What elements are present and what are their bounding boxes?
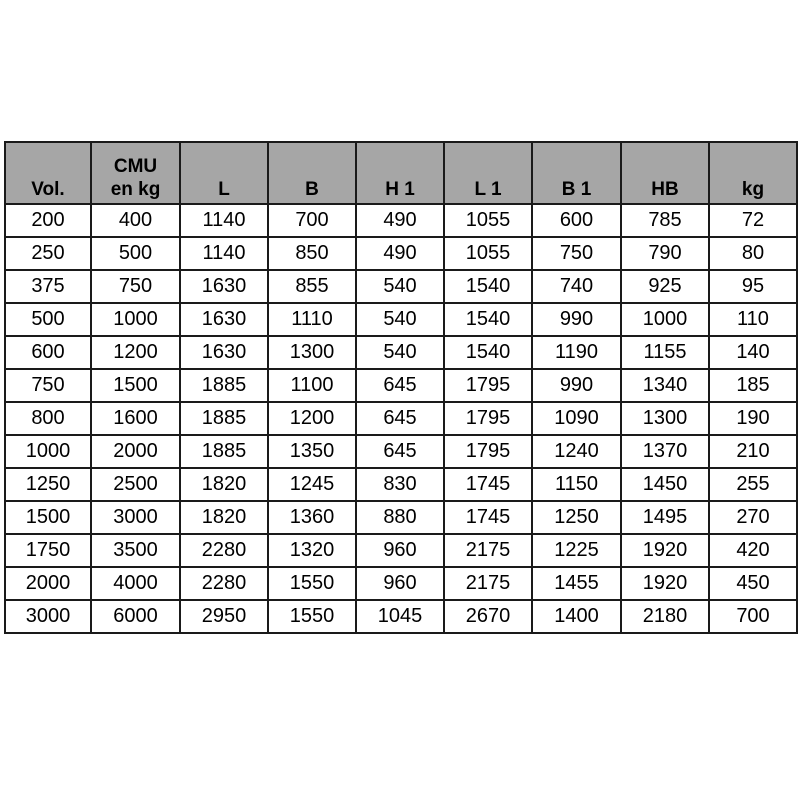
table-cell-cmu: 400: [91, 204, 180, 237]
table-cell-hb: 1495: [621, 501, 709, 534]
table-cell-b: 1320: [268, 534, 356, 567]
table-cell-vol: 200: [5, 204, 91, 237]
table-cell-hb: 1000: [621, 303, 709, 336]
table-cell-l1: 1540: [444, 303, 532, 336]
column-header-vol: [5, 142, 91, 204]
table-cell-l1: 1055: [444, 204, 532, 237]
table-cell-l1: 1055: [444, 237, 532, 270]
table-cell-l: 1140: [180, 204, 268, 237]
table-cell-l: 1885: [180, 369, 268, 402]
table-cell-cmu: 6000: [91, 600, 180, 633]
table-cell-b: 1550: [268, 600, 356, 633]
table-cell-b1: 990: [532, 369, 621, 402]
table-cell-cmu: 500: [91, 237, 180, 270]
table-cell-l1: 1745: [444, 468, 532, 501]
table-cell-cmu: 1600: [91, 402, 180, 435]
table-cell-h1: 1045: [356, 600, 444, 633]
table-row: [5, 567, 797, 600]
column-header-label: CMU: [113, 156, 158, 177]
column-header-cmu: [91, 142, 180, 204]
table-cell-l: 1140: [180, 237, 268, 270]
table-cell-b1: 1150: [532, 468, 621, 501]
column-header-label: L: [218, 179, 230, 200]
table-row: [5, 369, 797, 402]
table-cell-kg: 190: [709, 402, 797, 435]
table-cell-h1: 490: [356, 204, 444, 237]
table-cell-b1: 1400: [532, 600, 621, 633]
table-cell-h1: 645: [356, 369, 444, 402]
table-cell-kg: 450: [709, 567, 797, 600]
table-header: [5, 142, 797, 204]
table-cell-l: 1885: [180, 435, 268, 468]
table-cell-b1: 1455: [532, 567, 621, 600]
table-cell-hb: 1450: [621, 468, 709, 501]
table-cell-h1: 830: [356, 468, 444, 501]
table-cell-vol: 1500: [5, 501, 91, 534]
column-header-label: H 1: [385, 179, 415, 200]
column-header-l: [180, 142, 268, 204]
table-cell-kg: 185: [709, 369, 797, 402]
table-cell-b: 1200: [268, 402, 356, 435]
table-body: [5, 204, 797, 633]
column-header-kg: [709, 142, 797, 204]
table-cell-l: 1885: [180, 402, 268, 435]
table-row: [5, 468, 797, 501]
table-cell-hb: 1920: [621, 567, 709, 600]
spec-table: [4, 141, 798, 634]
table-cell-kg: 420: [709, 534, 797, 567]
table-cell-l: 2280: [180, 567, 268, 600]
table-cell-vol: 1750: [5, 534, 91, 567]
table-cell-cmu: 2000: [91, 435, 180, 468]
table-cell-vol: 750: [5, 369, 91, 402]
table-cell-vol: 2000: [5, 567, 91, 600]
table-cell-b1: 1090: [532, 402, 621, 435]
table-cell-l1: 1795: [444, 435, 532, 468]
table-row: [5, 237, 797, 270]
table-row: [5, 501, 797, 534]
table-cell-b: 850: [268, 237, 356, 270]
table-cell-h1: 960: [356, 534, 444, 567]
table-cell-vol: 375: [5, 270, 91, 303]
table-row: [5, 402, 797, 435]
table-cell-kg: 140: [709, 336, 797, 369]
table-cell-cmu: 1500: [91, 369, 180, 402]
table-cell-kg: 255: [709, 468, 797, 501]
table-cell-vol: 1000: [5, 435, 91, 468]
table-cell-h1: 880: [356, 501, 444, 534]
table-cell-cmu: 1200: [91, 336, 180, 369]
table-row: [5, 534, 797, 567]
table-cell-l: 2950: [180, 600, 268, 633]
table-cell-l: 1820: [180, 501, 268, 534]
table-cell-b1: 1240: [532, 435, 621, 468]
table-cell-kg: 72: [709, 204, 797, 237]
table-cell-kg: 110: [709, 303, 797, 336]
table-cell-cmu: 3500: [91, 534, 180, 567]
table-row: [5, 270, 797, 303]
table-cell-b: 1350: [268, 435, 356, 468]
table-cell-h1: 490: [356, 237, 444, 270]
table-cell-hb: 1920: [621, 534, 709, 567]
column-header-label: Vol.: [31, 179, 65, 200]
table-cell-l1: 2175: [444, 567, 532, 600]
column-header-l1: [444, 142, 532, 204]
table-cell-b1: 750: [532, 237, 621, 270]
table-cell-b1: 1190: [532, 336, 621, 369]
table-cell-kg: 80: [709, 237, 797, 270]
table-cell-hb: 925: [621, 270, 709, 303]
table-row: [5, 204, 797, 237]
column-header-h1: [356, 142, 444, 204]
table-cell-b: 1110: [268, 303, 356, 336]
table-cell-l1: 1540: [444, 336, 532, 369]
table-cell-kg: 95: [709, 270, 797, 303]
table-cell-b: 1100: [268, 369, 356, 402]
table-cell-b: 1360: [268, 501, 356, 534]
table-cell-l1: 1795: [444, 402, 532, 435]
column-header-label: L 1: [474, 179, 502, 200]
table-cell-hb: 1340: [621, 369, 709, 402]
table-cell-h1: 540: [356, 303, 444, 336]
column-header-label: HB: [651, 179, 679, 200]
table-cell-hb: 1155: [621, 336, 709, 369]
table-cell-l: 2280: [180, 534, 268, 567]
table-cell-l: 1630: [180, 303, 268, 336]
header-row: [5, 142, 797, 204]
table-cell-b: 855: [268, 270, 356, 303]
table-row: [5, 435, 797, 468]
table-cell-l1: 1745: [444, 501, 532, 534]
table-cell-kg: 270: [709, 501, 797, 534]
table-cell-b: 1245: [268, 468, 356, 501]
table-cell-vol: 500: [5, 303, 91, 336]
table-cell-vol: 800: [5, 402, 91, 435]
table-cell-b: 1300: [268, 336, 356, 369]
table-cell-hb: 2180: [621, 600, 709, 633]
table-cell-cmu: 4000: [91, 567, 180, 600]
table-cell-b1: 600: [532, 204, 621, 237]
table-cell-l: 1630: [180, 270, 268, 303]
column-header-b1: [532, 142, 621, 204]
column-header-b: [268, 142, 356, 204]
table-cell-vol: 250: [5, 237, 91, 270]
table-cell-vol: 3000: [5, 600, 91, 633]
table-cell-cmu: 2500: [91, 468, 180, 501]
column-header-label: B: [305, 179, 319, 200]
column-header-label: kg: [741, 179, 765, 200]
table-cell-vol: 600: [5, 336, 91, 369]
table-cell-b: 700: [268, 204, 356, 237]
column-header-label: en kg: [110, 179, 161, 200]
table-cell-hb: 1370: [621, 435, 709, 468]
table-cell-l1: 2670: [444, 600, 532, 633]
table-cell-b: 1550: [268, 567, 356, 600]
table-cell-l: 1820: [180, 468, 268, 501]
table-cell-h1: 540: [356, 336, 444, 369]
table-cell-h1: 540: [356, 270, 444, 303]
table-cell-hb: 1300: [621, 402, 709, 435]
table-cell-hb: 790: [621, 237, 709, 270]
table-cell-kg: 700: [709, 600, 797, 633]
table-cell-l1: 1795: [444, 369, 532, 402]
table-cell-cmu: 3000: [91, 501, 180, 534]
table-row: [5, 600, 797, 633]
table-cell-b1: 1225: [532, 534, 621, 567]
table-cell-b1: 740: [532, 270, 621, 303]
table-cell-vol: 1250: [5, 468, 91, 501]
table-cell-b1: 990: [532, 303, 621, 336]
table-cell-h1: 960: [356, 567, 444, 600]
table-cell-l1: 2175: [444, 534, 532, 567]
table-cell-kg: 210: [709, 435, 797, 468]
column-header-hb: [621, 142, 709, 204]
table-cell-l1: 1540: [444, 270, 532, 303]
table-cell-h1: 645: [356, 402, 444, 435]
table-row: [5, 303, 797, 336]
table-cell-b1: 1250: [532, 501, 621, 534]
table-cell-cmu: 1000: [91, 303, 180, 336]
table-cell-h1: 645: [356, 435, 444, 468]
table-cell-l: 1630: [180, 336, 268, 369]
table-cell-cmu: 750: [91, 270, 180, 303]
table-cell-hb: 785: [621, 204, 709, 237]
table-row: [5, 336, 797, 369]
column-header-label: B 1: [561, 179, 592, 200]
